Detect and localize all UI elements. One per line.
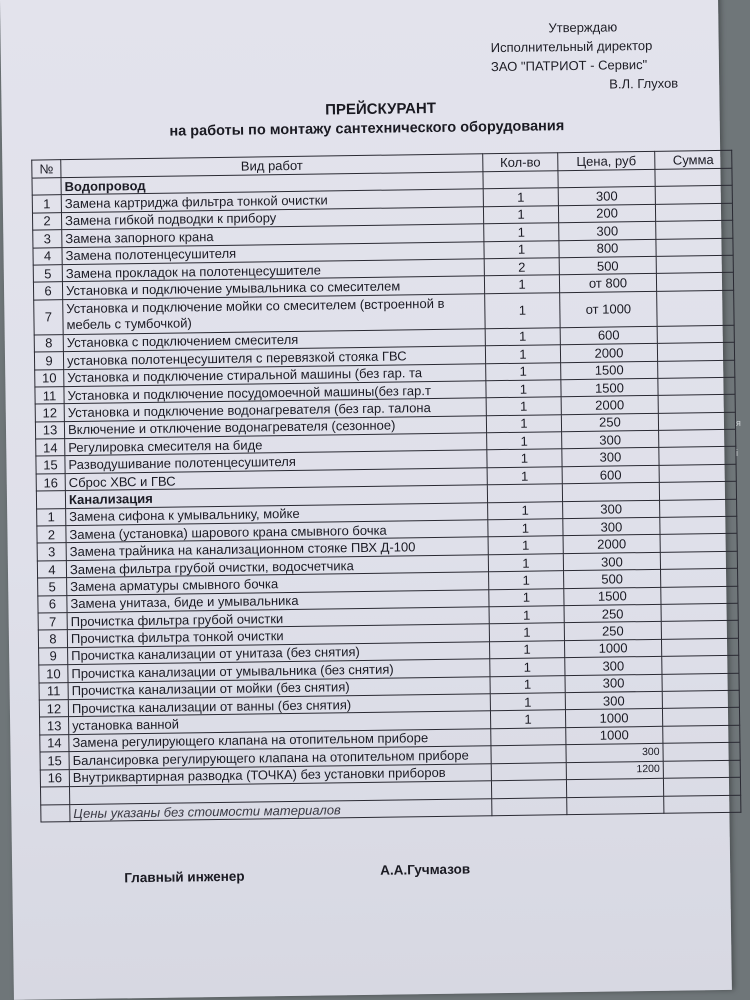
approval-line: Утверждаю xyxy=(548,19,618,36)
row-price: 300 xyxy=(562,430,659,449)
row-sum xyxy=(657,342,734,360)
row-sum xyxy=(658,395,735,413)
row-sum xyxy=(659,464,736,482)
empty-cell xyxy=(491,780,566,799)
row-sum xyxy=(661,638,738,656)
row-work: Установка и подключение мойки со смесителем (встроенной в мебель с тумбочкой) xyxy=(63,293,485,334)
row-number: 1 xyxy=(32,195,61,213)
row-work: Внутриквартирная разводка (ТОЧКА) без установки приборов xyxy=(69,763,491,786)
row-price: 1500 xyxy=(561,378,658,397)
row-sum xyxy=(663,742,740,760)
row-price: 600 xyxy=(560,326,657,345)
row-work: Прочистка фильтра грубой очистки xyxy=(67,607,489,630)
row-sum xyxy=(655,203,732,221)
row-number: 12 xyxy=(35,404,64,422)
row-price: 300 xyxy=(565,656,662,675)
row-work: Замена запорного крана xyxy=(62,224,484,247)
row-number: 15 xyxy=(40,752,69,770)
row-work: установка полотенцесушителя с перевязкой стояка ГВС xyxy=(63,346,485,369)
row-number: 14 xyxy=(40,734,69,752)
row-number: 6 xyxy=(33,282,62,300)
row-sum xyxy=(660,499,737,517)
row-qty: 1 xyxy=(488,501,563,519)
row-number: 15 xyxy=(36,456,65,474)
row-price: 300 xyxy=(563,552,660,571)
row-price: 2000 xyxy=(563,535,660,554)
row-number: 11 xyxy=(39,682,68,700)
row-price: 1000 xyxy=(564,639,661,658)
row-work: Замена унитаза, биде и умывальника xyxy=(67,589,489,612)
row-work: Установка и подключение посудомоечной машины(без гар.т xyxy=(64,381,486,404)
row-sum xyxy=(660,516,737,534)
row-number: 9 xyxy=(39,647,68,665)
row-work: Установка и подключение умывальника со смесителем xyxy=(62,276,484,299)
header-work: Вид работ xyxy=(61,154,483,178)
qty-cell xyxy=(487,484,562,502)
row-price: 500 xyxy=(564,570,661,589)
row-work: Прочистка канализации от мойки (без снятия) xyxy=(68,676,490,699)
approval-block xyxy=(478,16,689,95)
row-sum xyxy=(660,534,737,552)
row-qty: 1 xyxy=(490,710,565,728)
row-sum xyxy=(658,412,735,430)
row-number: 8 xyxy=(34,334,63,352)
row-work: Установка с подключением смесителя xyxy=(63,328,485,351)
row-sum xyxy=(657,325,734,343)
row-sum xyxy=(661,603,738,621)
empty-cell xyxy=(40,786,69,804)
row-qty: 1 xyxy=(484,223,559,241)
price-table xyxy=(31,150,741,823)
row-work: Замена гибкой подводки к прибору xyxy=(61,207,483,230)
row-sum xyxy=(660,551,737,569)
row-price: 1200 xyxy=(566,761,663,780)
sum-cell xyxy=(655,168,732,186)
row-work: Установка и подключение стиральной машины (без гар. та xyxy=(64,363,486,386)
section-num-cell xyxy=(36,491,65,509)
row-qty: 1 xyxy=(486,362,561,380)
row-work: Замена сифона к умывальнику, мойке xyxy=(66,502,488,525)
empty-cell xyxy=(492,798,567,816)
row-sum xyxy=(663,760,740,778)
row-sum xyxy=(656,273,733,291)
approval-position: Исполнительный директор xyxy=(490,37,653,56)
row-price: 1500 xyxy=(564,587,661,606)
row-price: 250 xyxy=(564,604,661,623)
table-body xyxy=(32,168,741,822)
signature-name: А.А.Гучмазов xyxy=(380,861,471,878)
row-sum xyxy=(656,220,733,238)
row-price: 250 xyxy=(564,622,661,641)
section-title: Водопровод xyxy=(61,172,483,195)
row-price: 300 xyxy=(566,743,663,762)
row-number: 13 xyxy=(40,717,69,735)
row-number: 16 xyxy=(36,473,65,491)
row-qty: 1 xyxy=(484,240,559,258)
row-sum xyxy=(662,655,739,673)
row-price: 200 xyxy=(558,204,655,223)
row-work: Регулировка смесителя на биде xyxy=(65,433,487,456)
row-qty: 1 xyxy=(488,554,563,572)
row-price: от 1000 xyxy=(560,291,657,327)
row-number: 3 xyxy=(37,543,66,561)
price-cell xyxy=(558,169,655,188)
row-work: Замена прокладок на полотенцесушителе xyxy=(62,259,484,282)
row-number: 13 xyxy=(35,421,64,439)
row-price: 600 xyxy=(562,465,659,484)
row-work: Прочистка фильтра тонкой очистки xyxy=(67,624,489,647)
row-work: Замена трайника на канализационном стояке ПВХ Д-100 xyxy=(66,537,488,560)
row-qty: 1 xyxy=(488,536,563,554)
price-cell xyxy=(562,483,659,502)
row-number: 12 xyxy=(39,700,68,718)
section-title: Канализация xyxy=(65,485,487,508)
empty-cell xyxy=(663,777,740,796)
row-sum xyxy=(658,377,735,395)
qty-cell xyxy=(483,171,558,189)
row-work: Замена фильтра грубой очистки, водосчетчика xyxy=(66,555,488,578)
row-price: 2000 xyxy=(561,396,658,415)
row-number: 2 xyxy=(32,212,61,230)
edge-marks xyxy=(736,408,741,468)
row-qty: 1 xyxy=(490,658,565,676)
row-price: от 800 xyxy=(559,274,656,293)
row-work: Включение и отключение водонагревателя (сезонное) xyxy=(64,415,486,438)
row-number: 16 xyxy=(40,769,69,787)
empty-cell xyxy=(41,804,70,822)
row-sum xyxy=(662,708,739,726)
empty-cell xyxy=(566,778,663,797)
row-number: 7 xyxy=(38,613,67,631)
row-qty xyxy=(491,745,566,763)
row-work: Разводушивание полотенцесушителя xyxy=(65,450,487,473)
row-price: 300 xyxy=(563,500,660,519)
empty-cell xyxy=(664,795,741,813)
row-qty: 1 xyxy=(485,292,560,328)
row-price: 1000 xyxy=(565,709,662,728)
row-sum xyxy=(656,255,733,273)
row-sum xyxy=(655,186,732,204)
row-qty: 1 xyxy=(483,206,558,224)
row-qty: 1 xyxy=(490,640,565,658)
row-number: 1 xyxy=(37,508,66,526)
row-number: 4 xyxy=(37,560,66,578)
row-sum xyxy=(661,586,738,604)
row-price: 1000 xyxy=(566,726,663,745)
row-price: 300 xyxy=(565,674,662,693)
row-qty: 1 xyxy=(490,693,565,711)
row-sum xyxy=(658,360,735,378)
row-qty: 2 xyxy=(484,258,559,276)
row-price: 800 xyxy=(559,239,656,258)
row-qty: 1 xyxy=(486,414,561,432)
row-number: 5 xyxy=(33,265,62,283)
row-qty: 1 xyxy=(488,519,563,537)
row-sum xyxy=(659,447,736,465)
header-sum: Сумма xyxy=(655,150,732,169)
row-qty xyxy=(491,762,566,780)
approval-signatory: В.Л. Глухов xyxy=(609,75,679,92)
row-number: 3 xyxy=(33,230,62,248)
row-work: Прочистка канализации от унитаза (без снятия) xyxy=(68,641,490,664)
row-qty: 1 xyxy=(487,449,562,467)
row-price: 300 xyxy=(562,448,659,467)
row-sum xyxy=(659,429,736,447)
row-number: 7 xyxy=(34,299,63,334)
document-subtitle: на работы по монтажу сантехнического оборудования xyxy=(169,118,565,140)
row-price: 300 xyxy=(563,517,660,536)
row-work: Сброс ХВС и ГВС xyxy=(65,468,487,491)
row-work: Замена картриджа фильтра тонкой очистки xyxy=(61,189,483,212)
header-num: № xyxy=(32,160,61,178)
row-price: 1500 xyxy=(561,361,658,380)
row-number: 2 xyxy=(37,526,66,544)
row-work: Прочистка канализации от ванны (без снятия) xyxy=(68,694,490,717)
row-number: 10 xyxy=(35,369,64,387)
row-qty: 1 xyxy=(487,432,562,450)
row-sum xyxy=(661,621,738,639)
row-qty: 1 xyxy=(484,275,559,293)
row-sum xyxy=(662,673,739,691)
section-num-cell xyxy=(32,178,61,196)
row-price: 2000 xyxy=(560,343,657,362)
row-work: Замена регулирующего клапана на отопительном приборе xyxy=(69,728,491,751)
row-price: 500 xyxy=(559,256,656,275)
row-sum xyxy=(657,290,734,326)
row-number: 10 xyxy=(39,665,68,683)
row-work: Замена (установка) шарового крана смывного бочка xyxy=(66,520,488,543)
sum-cell xyxy=(659,482,736,500)
row-sum xyxy=(656,238,733,256)
row-sum xyxy=(662,690,739,708)
row-number: 8 xyxy=(38,630,67,648)
row-qty: 1 xyxy=(490,675,565,693)
row-qty: 1 xyxy=(489,623,564,641)
document-title: ПРЕЙСКУРАНТ xyxy=(325,99,437,119)
edge-mark: я xyxy=(736,418,741,428)
row-work: Установка и подключение водонагревателя (без гар. талона xyxy=(64,398,486,421)
row-number: 11 xyxy=(35,387,64,405)
row-work: Замена полотенцесушителя xyxy=(62,241,484,264)
row-price: 300 xyxy=(565,691,662,710)
row-sum xyxy=(661,568,738,586)
row-price: 250 xyxy=(561,413,658,432)
row-qty: 1 xyxy=(486,397,561,415)
header-price: Цена, руб xyxy=(558,151,655,170)
row-qty: 1 xyxy=(489,571,564,589)
row-work: установка ванной xyxy=(69,711,491,734)
row-sum xyxy=(663,725,740,743)
row-qty: 1 xyxy=(489,588,564,606)
row-qty: 1 xyxy=(483,188,558,206)
row-work: Прочистка канализации от умывальника (без снятия) xyxy=(68,659,490,682)
empty-cell xyxy=(567,796,664,815)
row-number: 9 xyxy=(34,352,63,370)
row-qty: 1 xyxy=(486,380,561,398)
approval-company: ЗАО "ПАТРИОТ - Сервис" xyxy=(490,56,648,75)
row-number: 4 xyxy=(33,247,62,265)
row-qty: 1 xyxy=(487,467,562,485)
row-number: 5 xyxy=(38,578,67,596)
row-qty xyxy=(491,727,566,745)
header-qty: Кол-во xyxy=(483,153,558,172)
edge-mark: і xyxy=(736,448,738,458)
row-qty: 1 xyxy=(485,345,560,363)
row-price: 300 xyxy=(559,222,656,241)
row-price: 300 xyxy=(558,187,655,206)
row-number: 14 xyxy=(36,439,65,457)
row-qty: 1 xyxy=(489,606,564,624)
row-work: Балансировка регулирующего клапана на отопительном приборе xyxy=(69,746,491,769)
row-work: Замена арматуры смывного бочка xyxy=(67,572,489,595)
row-number: 6 xyxy=(38,595,67,613)
price-note: Цены указаны без стоимости материалов xyxy=(70,799,492,822)
row-qty: 1 xyxy=(485,327,560,345)
signature-role: Главный инженер xyxy=(124,868,245,886)
